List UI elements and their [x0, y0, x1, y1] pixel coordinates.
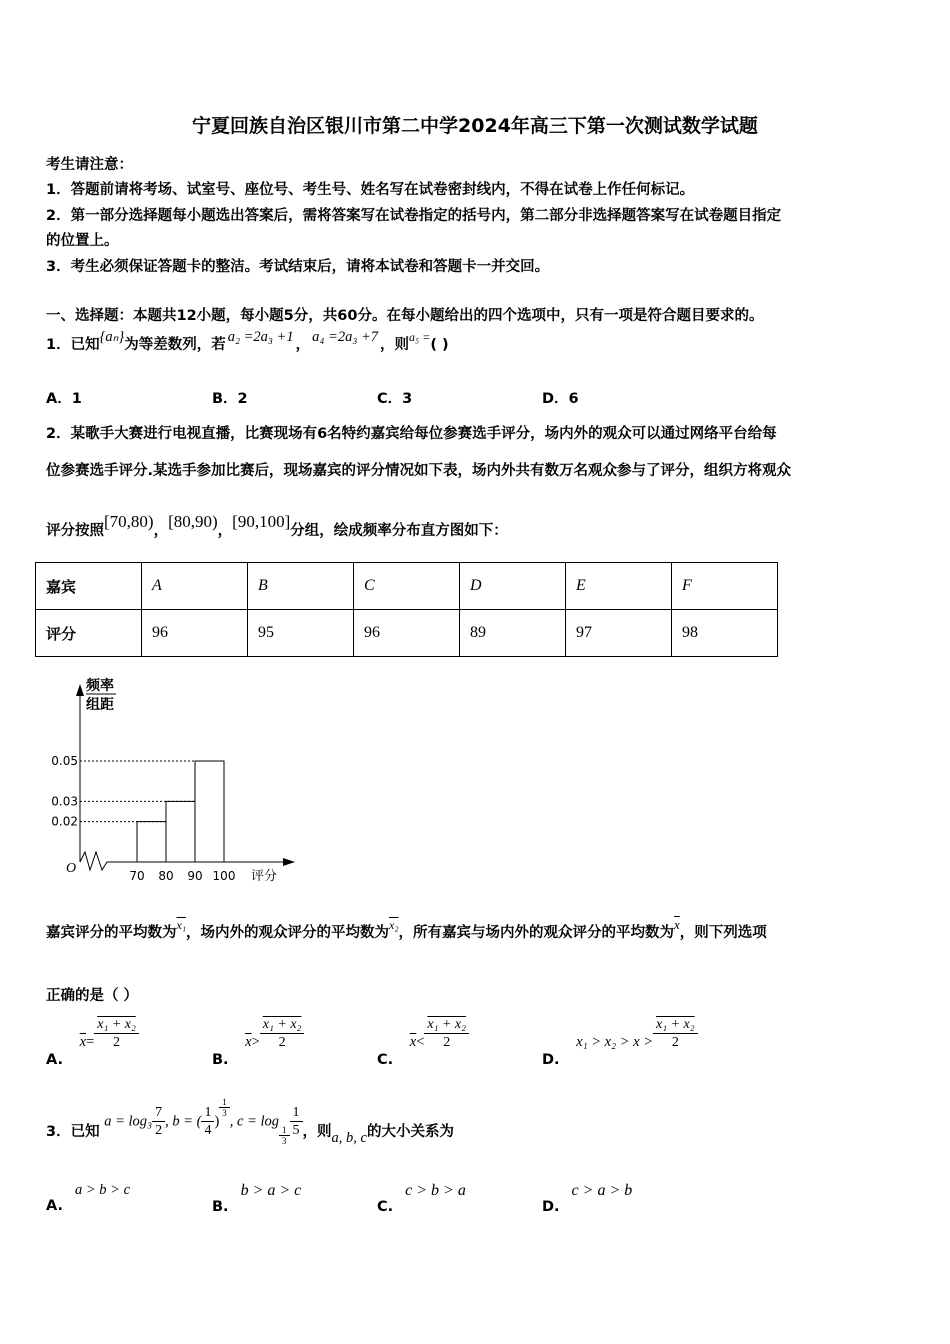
x-tick-label: 100: [212, 869, 236, 883]
q2-line-2: 位参赛选手评分.某选手参加比赛后，现场嘉宾的评分情况如下表，场内外共有数万名观众参与了评分，组织方将观众: [46, 463, 792, 479]
q2-a-op: =: [86, 1033, 95, 1050]
q3-base-den: 3: [282, 1136, 287, 1146]
q3-frac-c-den: 5: [292, 1123, 300, 1138]
q3-option-c-text: c > b > a: [405, 1182, 466, 1199]
histogram-bar: [195, 761, 224, 862]
q1-cond2: a₄ =2a₃ +7: [312, 329, 379, 345]
q3-frac-a: [152, 1104, 165, 1139]
q2-b-num: x₁ + x₂: [260, 1016, 305, 1034]
q2-a-fraction: [94, 1016, 139, 1051]
score-cell: 98: [672, 610, 778, 657]
q3-option-c: [377, 1182, 466, 1215]
q3-option-b-label: B.: [212, 1199, 229, 1215]
q3-vars: a, b, c: [331, 1129, 367, 1146]
question-3: 3．已知 a = log₃ $\frac{7}{2}$ , b = ( $\frac{1}{4}$ ) $\frac{1}{3}$ , c = log $\frac{1}{3}$ $\frac{1}{5}$ ，则a, b, c的大小关系为: [46, 1097, 454, 1146]
q1-option-b: B．2: [212, 391, 248, 407]
y-tick-label: 0.05: [51, 754, 78, 768]
score-cell: 96: [354, 610, 460, 657]
q2-c-lhs: $\overline{x}$: [409, 1033, 417, 1050]
question-1: [46, 329, 449, 354]
q3-option-d-label: D.: [542, 1199, 560, 1215]
q3-base-num: 1: [279, 1125, 290, 1136]
q2-sep-2: ，: [217, 523, 233, 539]
score-cell: 97: [566, 610, 672, 657]
x-tick-label: 90: [187, 869, 203, 883]
score-cell: 89: [460, 610, 566, 657]
q3-then: ，则: [302, 1123, 332, 1140]
q3-frac-b: [201, 1104, 214, 1139]
q2-sep-1: ，: [153, 523, 169, 539]
q3-log-base: [279, 1125, 290, 1146]
q2-c-num: x₁ + x₂: [424, 1016, 469, 1034]
q2-a-lhs: $\overline{x}$: [79, 1033, 87, 1050]
q3-exp-den: 3: [222, 1108, 227, 1118]
y-tick-label: 0.03: [51, 794, 78, 809]
q2-option-d-label: D.: [542, 1051, 560, 1068]
q2-line3-post: 分组，绘成频率分布直方图如下：: [290, 523, 508, 539]
table-row: [36, 610, 778, 657]
notice-heading: 考生请注意：: [46, 157, 133, 173]
q2-d-chain: x₁ > x₂ > x >: [576, 1033, 654, 1050]
q2-text-b: ，场内外的观众评分的平均数为: [186, 925, 389, 941]
q3-option-d-text: c > a > b: [571, 1182, 633, 1199]
var-x1-bar: x₁: [176, 918, 186, 932]
q1-comma: ，: [295, 337, 311, 353]
q1-seq: {aₙ}: [99, 329, 125, 345]
q2-interval-1: [70,80): [104, 512, 154, 531]
y-axis-arrow: [76, 684, 84, 696]
x-axis-arrow: [283, 858, 295, 866]
q2-c-fraction: [424, 1016, 469, 1051]
histogram-bar: [137, 822, 166, 862]
q2-a-num: x₁ + x₂: [94, 1016, 139, 1034]
q2-option-a-label: A.: [46, 1051, 63, 1068]
q3-expr-a: a = log₃: [104, 1113, 153, 1130]
notice-item-2-cont: 的位置上。: [46, 233, 119, 249]
y-tick-label: 0.02: [51, 814, 78, 829]
q2-option-c-label: C.: [377, 1051, 394, 1068]
q1-option-c: C．3: [377, 391, 413, 407]
x-axis-label: 评分: [251, 869, 278, 884]
q3-option-a: [46, 1182, 131, 1214]
q2-line3-pre: 评分按照: [46, 523, 104, 539]
guest-cell: D: [460, 563, 566, 610]
q1-ask: a₅ =: [409, 330, 431, 344]
q3-option-b-text: b > a > c: [240, 1182, 302, 1199]
q1-option-a: A．1: [46, 391, 82, 407]
q2-c-op: <: [416, 1033, 425, 1050]
guest-cell: E: [566, 563, 672, 610]
q1-cond1: a₂ =2a₃ +1: [227, 329, 294, 345]
score-cell: 96: [142, 610, 248, 657]
q3-expr-c: , c = log: [229, 1113, 280, 1130]
score-cell: 95: [248, 610, 354, 657]
origin-label: O: [66, 861, 77, 876]
notice-item-2: 2．第一部分选择题每小题选出答案后，需将答案写在试卷指定的括号内，第二部分非选择题答案写在试卷题目指定: [46, 208, 782, 224]
q2-followup-2: 正确的是（ ）: [46, 988, 139, 1004]
q3-frac-a-den: 2: [155, 1123, 163, 1138]
q3-tail: 的大小关系为: [366, 1123, 454, 1140]
guest-cell: A: [142, 563, 248, 610]
q2-a-den: 2: [113, 1035, 121, 1050]
var-x2-bar: x₂: [389, 918, 399, 932]
y-label-bottom: 组距: [86, 697, 114, 713]
q3-expr-b: , b = (: [165, 1113, 202, 1130]
q3-option-a-text: a > b > c: [75, 1182, 131, 1198]
q1-mid: 为等差数列，若: [124, 337, 226, 353]
q3-prefix: 3．已知: [46, 1123, 100, 1140]
q2-c-den: 2: [443, 1035, 451, 1050]
y-label-top: 频率: [86, 678, 114, 694]
q2-option-b-label: B.: [212, 1051, 229, 1068]
q3-option-c-label: C.: [377, 1199, 394, 1215]
q2-option-a: [46, 1017, 139, 1068]
notice-item-3: 3．考生必须保证答题卡的整洁。考试结束后，请将本试卷和答题卡一并交回。: [46, 259, 550, 275]
q1-then: ，则: [380, 337, 410, 353]
q2-option-c: [377, 1017, 469, 1068]
x-axis-break: [80, 852, 287, 870]
row-label-score: 评分: [36, 610, 142, 657]
q2-b-fraction: [260, 1016, 305, 1051]
q3-exponent: [219, 1097, 230, 1118]
q3-option-d: [542, 1182, 633, 1215]
q3-frac-a-num: 7: [152, 1104, 165, 1122]
q2-line-3: [46, 512, 508, 540]
q2-followup-1: [46, 917, 767, 942]
q1-prefix: 1．已知: [46, 337, 100, 353]
q2-d-num: x₁ + x₂: [653, 1016, 698, 1034]
q3-frac-c: [290, 1104, 303, 1139]
var-x-bar: $\overline{x}$: [674, 917, 680, 932]
q1-paren: ( ): [430, 337, 449, 353]
q1-option-d: D．6: [542, 391, 579, 407]
table-row: [36, 563, 778, 610]
q2-text-c: ，所有嘉宾与场内外的观众评分的平均数为: [398, 925, 674, 941]
q2-d-fraction: [653, 1016, 698, 1051]
q2-text-d: ，则下列选项: [679, 925, 767, 941]
x-tick-label: 70: [129, 869, 145, 883]
row-label-guest: 嘉宾: [36, 563, 142, 610]
q2-b-den: 2: [278, 1035, 286, 1050]
q2-b-lhs: $\overline{x}$: [245, 1033, 252, 1050]
q2-option-d: [542, 1017, 698, 1068]
notice-item-1: 1．答题前请将考场、试室号、座位号、考生号、姓名写在试卷密封线内，不得在试卷上作任何标记。: [46, 182, 695, 198]
guest-cell: C: [354, 563, 460, 610]
score-table: [35, 562, 778, 657]
q3-frac-b-num: 1: [201, 1104, 214, 1122]
guest-cell: F: [672, 563, 778, 610]
guest-cell: B: [248, 563, 354, 610]
q3-option-b: [212, 1182, 302, 1215]
q2-line-1: 2．某歌手大赛进行电视直播，比赛现场有6名特约嘉宾给每位参赛选手评分，场内外的观众可以通过网络平台给每: [46, 426, 777, 442]
x-tick-label: 80: [158, 869, 174, 883]
q2-text-a: 嘉宾评分的平均数为: [46, 925, 177, 941]
q2-b-op: >: [251, 1033, 260, 1050]
q3-frac-c-num: 1: [290, 1104, 303, 1122]
histogram-bar: [166, 801, 195, 862]
page-title: 宁夏回族自治区银川市第二中学2024年高三下第一次测试数学试题: [192, 115, 758, 137]
q3-frac-b-den: 4: [204, 1123, 212, 1138]
section-heading: 一、选择题：本题共12小题，每小题5分，共60分。在每小题给出的四个选项中，只有一项是符合题目要求的。: [46, 308, 764, 324]
q3-option-a-label: A.: [46, 1198, 63, 1214]
q2-option-b: [212, 1017, 304, 1068]
q2-d-den: 2: [671, 1035, 679, 1050]
q2-interval-3: [90,100]: [232, 512, 291, 531]
q2-interval-2: [80,90): [168, 512, 218, 531]
q3-exp-num: 1: [219, 1097, 230, 1108]
frequency-histogram: [40, 672, 300, 887]
